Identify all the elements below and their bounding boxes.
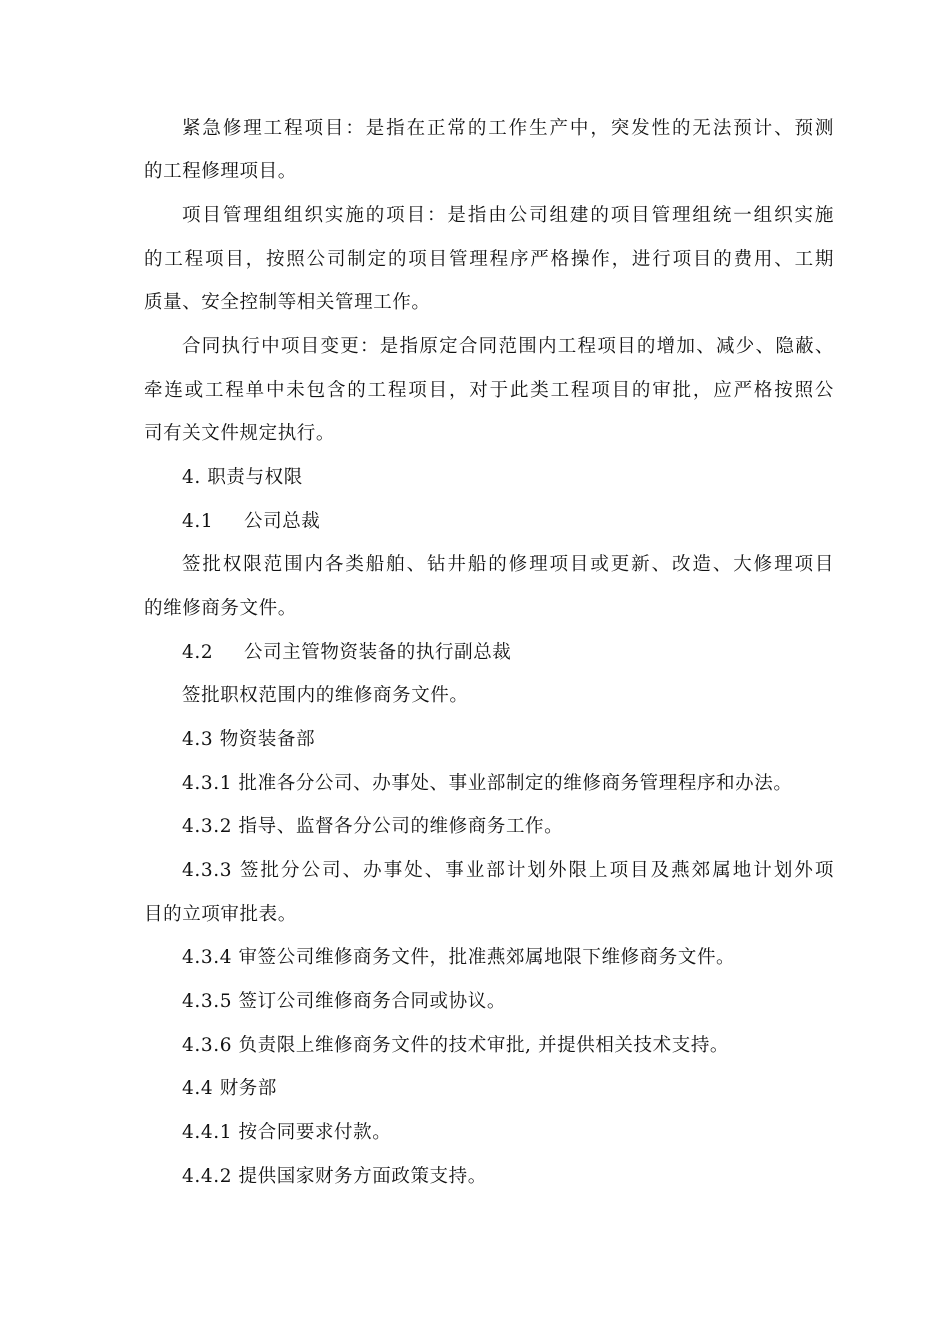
subsection-number: 4.2 bbox=[182, 642, 214, 663]
list-item: 4.4.2 提供国家财务方面政策支持。 bbox=[182, 1166, 487, 1187]
paragraph-line: 合同执行中项目变更：是指原定合同范围内工程项目的增加、减少、隐蔽、 bbox=[182, 336, 834, 357]
subsection-title: 公司主管物资装备的执行副总裁 bbox=[244, 642, 512, 663]
subsection-heading bbox=[182, 509, 872, 535]
paragraph-line: 司有关文件规定执行。 bbox=[144, 423, 336, 444]
subsection-title: 公司总裁 bbox=[244, 511, 321, 532]
list-item: 4.3.5 签订公司维修商务合同或协议。 bbox=[182, 991, 506, 1012]
paragraph-line: 紧急修理工程项目：是指在正常的工作生产中，突发性的无法预计、预测 bbox=[182, 118, 834, 139]
paragraph-line: 的工程项目，按照公司制定的项目管理程序严格操作，进行项目的费用、工期 bbox=[144, 249, 834, 270]
list-item: 4.4.1 按合同要求付款。 bbox=[182, 1122, 392, 1143]
paragraph-line: 项目管理组组织实施的项目：是指由公司组建的项目管理组统一组织实施 bbox=[182, 205, 834, 226]
subsection-heading bbox=[182, 640, 872, 666]
list-item: 4.3.6 负责限上维修商务文件的技术审批, 并提供相关技术支持。 bbox=[182, 1035, 730, 1056]
list-item: 4.3.4 审签公司维修商务文件，批准燕郊属地限下维修商务文件。 bbox=[182, 947, 736, 968]
paragraph-line: 签批职权范围内的维修商务文件。 bbox=[182, 685, 469, 706]
paragraph-line: 签批权限范围内各类船舶、钻井船的修理项目或更新、改造、大修理项目 bbox=[182, 554, 834, 575]
section-heading: 4. 职责与权限 bbox=[182, 467, 303, 488]
paragraph-line: 的维修商务文件。 bbox=[144, 598, 297, 619]
list-item: 4.3.2 指导、监督各分公司的维修商务工作。 bbox=[182, 816, 564, 837]
subsection-number: 4.1 bbox=[182, 511, 214, 532]
subsection-heading: 4.4 财务部 bbox=[182, 1078, 278, 1099]
subsection-heading: 4.3 物资装备部 bbox=[182, 729, 316, 750]
paragraph-line: 牵连或工程单中未包含的工程项目，对于此类工程项目的审批，应严格按照公 bbox=[144, 380, 834, 401]
paragraph-line: 的工程修理项目。 bbox=[144, 161, 297, 182]
list-item-continuation: 目的立项审批表。 bbox=[144, 904, 297, 925]
paragraph-line: 质量、安全控制等相关管理工作。 bbox=[144, 292, 431, 313]
list-item: 4.3.3 签批分公司、办事处、事业部计划外限上项目及燕郊属地计划外项 bbox=[182, 860, 834, 881]
list-item: 4.3.1 批准各分公司、办事处、事业部制定的维修商务管理程序和办法。 bbox=[182, 773, 793, 794]
